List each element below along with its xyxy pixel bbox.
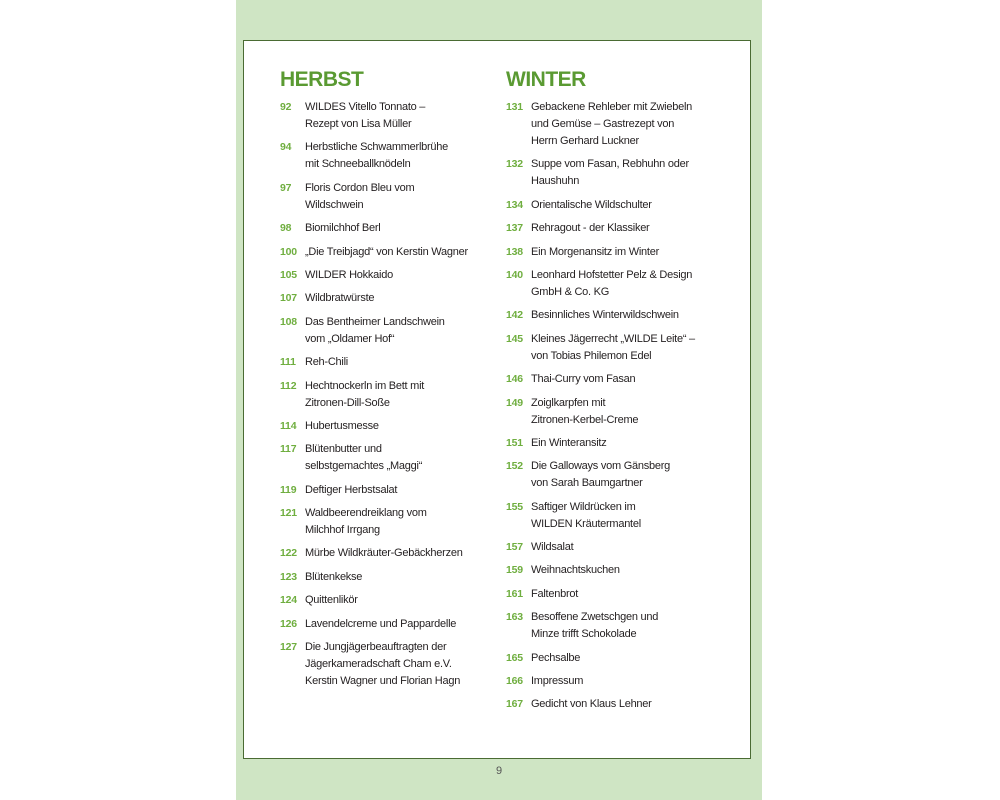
toc-entry <box>506 539 734 556</box>
page-number: 124 <box>280 594 297 607</box>
toc-entry <box>506 650 734 667</box>
page-number: 165 <box>506 651 523 664</box>
toc-entry <box>280 482 498 499</box>
entry-title: Rehragout - der Klassiker <box>531 222 650 235</box>
page-number: 108 <box>280 315 297 328</box>
toc-entry <box>280 378 498 412</box>
page-number: 161 <box>506 587 523 600</box>
page-number: 132 <box>506 158 523 171</box>
entry-title: Lavendelcreme und Pappardelle <box>305 617 457 630</box>
toc-entry <box>506 220 734 237</box>
toc-entry <box>506 331 734 365</box>
toc-entry <box>280 99 498 133</box>
entry-title: Saftiger Wildrücken im WILDEN Kräutermantel <box>531 500 641 530</box>
toc-entry <box>506 562 734 579</box>
toc-entry <box>280 569 498 586</box>
entry-title: Ein Morgenansitz im Winter <box>531 245 659 258</box>
toc-entry <box>506 156 734 190</box>
page-number: 121 <box>280 507 297 520</box>
entry-title: Gedicht von Klaus Lehner <box>531 698 652 711</box>
toc-entry <box>280 267 498 284</box>
entry-title: Zoiglkarpfen mit Zitronen-Kerbel-Creme <box>531 396 639 426</box>
entry-title: WILDER Hokkaido <box>305 268 393 281</box>
toc-entry <box>506 458 734 492</box>
toc-entry <box>280 545 498 562</box>
toc-entry <box>506 197 734 214</box>
toc-entry <box>280 354 498 371</box>
page-number: 112 <box>280 379 297 392</box>
entry-title: Hechtnockerln im Bett mit Zitronen-Dill-Soße <box>305 379 425 409</box>
page-number: 105 <box>280 268 297 281</box>
entry-title: Faltenbrot <box>531 587 579 600</box>
page-number: 157 <box>506 541 523 554</box>
page-number: 117 <box>280 443 297 456</box>
toc-entry <box>506 586 734 603</box>
entry-title: Das Bentheimer Landschwein vom „Oldamer Hof“ <box>305 315 445 345</box>
contents-frame <box>243 40 751 759</box>
toc-entry <box>506 395 734 429</box>
page-number: 100 <box>280 245 297 258</box>
page-number: 131 <box>506 101 523 113</box>
entry-title: Blütenkekse <box>305 570 363 583</box>
entry-title: Quittenlikör <box>305 594 358 607</box>
toc-entry <box>506 371 734 388</box>
entry-title: Ein Winteransitz <box>531 436 607 449</box>
page-number: 146 <box>506 373 523 386</box>
book-page <box>236 0 762 800</box>
entry-title: Mürbe Wildkräuter-Gebäckherzen <box>305 547 463 560</box>
page-number: 119 <box>280 483 297 496</box>
page-number: 123 <box>280 570 297 583</box>
page-number: 140 <box>506 268 523 281</box>
entry-title: Blütenbutter und selbstgemachtes „Maggi“ <box>305 443 423 473</box>
entry-title: Wildbratwürste <box>305 292 375 305</box>
entry-title: Biomilchhof Berl <box>305 222 381 235</box>
herbst-entry-list <box>280 99 498 690</box>
toc-entry <box>280 290 498 307</box>
toc-entry <box>280 505 498 539</box>
entry-title: Weihnachtskuchen <box>531 564 620 577</box>
entry-title: Herbstliche Schwammerlbrühe mit Schneeballknödeln <box>305 141 449 171</box>
toc-entry <box>280 180 498 214</box>
toc-entry <box>280 139 498 173</box>
entry-title: Waldbeerendreiklang vom Milchhof Irrgang <box>305 507 427 537</box>
toc-entry <box>506 609 734 643</box>
page-number: 155 <box>506 500 523 513</box>
entry-title: Orientalische Wildschulter <box>531 198 652 211</box>
page-number: 107 <box>280 292 297 305</box>
page-footer-number: 9 <box>495 765 503 777</box>
page-number: 142 <box>506 309 523 322</box>
entry-title: Reh-Chili <box>305 356 348 369</box>
page-number: 138 <box>506 245 523 258</box>
page-number: 159 <box>506 564 523 577</box>
toc-entry <box>506 435 734 452</box>
entry-title: WILDES Vitello Tonnato – Rezept von Lisa Müller <box>305 101 426 130</box>
entry-title: Besinnliches Winterwildschwein <box>531 309 679 322</box>
page-number: 167 <box>506 698 523 711</box>
winter-column <box>506 69 734 720</box>
toc-entry <box>506 499 734 533</box>
section-heading-winter: WINTER <box>506 68 586 91</box>
toc-entry <box>506 244 734 261</box>
herbst-column <box>280 69 498 696</box>
entry-title: Suppe vom Fasan, Rebhuhn oder Haushuhn <box>531 158 689 188</box>
page-number: 145 <box>506 332 523 345</box>
entry-title: Pechsalbe <box>531 651 581 664</box>
toc-entry <box>506 673 734 690</box>
page-number: 114 <box>280 419 297 432</box>
page-number: 134 <box>506 198 523 211</box>
toc-entry <box>506 99 734 150</box>
toc-entry <box>280 592 498 609</box>
entry-title: Wildsalat <box>531 541 574 554</box>
toc-entry <box>280 314 498 348</box>
toc-entry <box>280 418 498 435</box>
page-number: 166 <box>506 675 523 688</box>
page-number: 151 <box>506 436 523 449</box>
entry-title: „Die Treibjagd“ von Kerstin Wagner <box>305 245 468 258</box>
page-number: 152 <box>506 460 523 473</box>
page-number: 163 <box>506 611 523 624</box>
page-number: 98 <box>280 222 292 235</box>
entry-title: Hubertusmesse <box>305 419 379 432</box>
page-number: 92 <box>280 101 292 113</box>
entry-title: Floris Cordon Bleu vom Wildschwein <box>305 181 415 211</box>
entry-title: Besoffene Zwetschgen und Minze trifft Schokolade <box>531 611 659 641</box>
page-number: 126 <box>280 617 297 630</box>
page-number: 94 <box>280 141 292 154</box>
toc-entry <box>506 267 734 301</box>
entry-title: Kleines Jägerrecht „WILDE Leite“ – von Tobias Philemon Edel <box>531 332 695 362</box>
toc-entry <box>280 220 498 237</box>
toc-entry <box>280 616 498 633</box>
toc-entry <box>280 639 498 690</box>
entry-title: Deftiger Herbstsalat <box>305 483 398 496</box>
entry-title: Gebackene Rehleber mit Zwiebeln und Gemüse – Gastrezept von Herrn Gerhard Luckner <box>531 101 693 147</box>
toc-entry <box>280 244 498 261</box>
entry-title: Die Galloways vom Gänsberg von Sarah Baumgartner <box>531 460 671 490</box>
page-number: 97 <box>280 181 292 194</box>
page-number: 127 <box>280 641 297 654</box>
winter-entry-list <box>506 99 734 713</box>
entry-title: Die Jungjägerbeauftragten der Jägerkameradschaft Cham e.V. Kerstin Wagner und Florian Hagn <box>305 641 461 688</box>
entry-title: Thai-Curry vom Fasan <box>531 373 636 386</box>
section-heading-herbst: HERBST <box>280 68 364 91</box>
page-number: 137 <box>506 222 523 235</box>
toc-entry <box>506 696 734 713</box>
entry-title: Impressum <box>531 675 584 688</box>
page-number: 111 <box>280 356 296 369</box>
toc-entry <box>506 307 734 324</box>
entry-title: Leonhard Hofstetter Pelz & Design GmbH & Co. KG <box>531 268 693 298</box>
page-number: 149 <box>506 396 523 409</box>
toc-entry <box>280 441 498 475</box>
page-number: 122 <box>280 547 297 560</box>
